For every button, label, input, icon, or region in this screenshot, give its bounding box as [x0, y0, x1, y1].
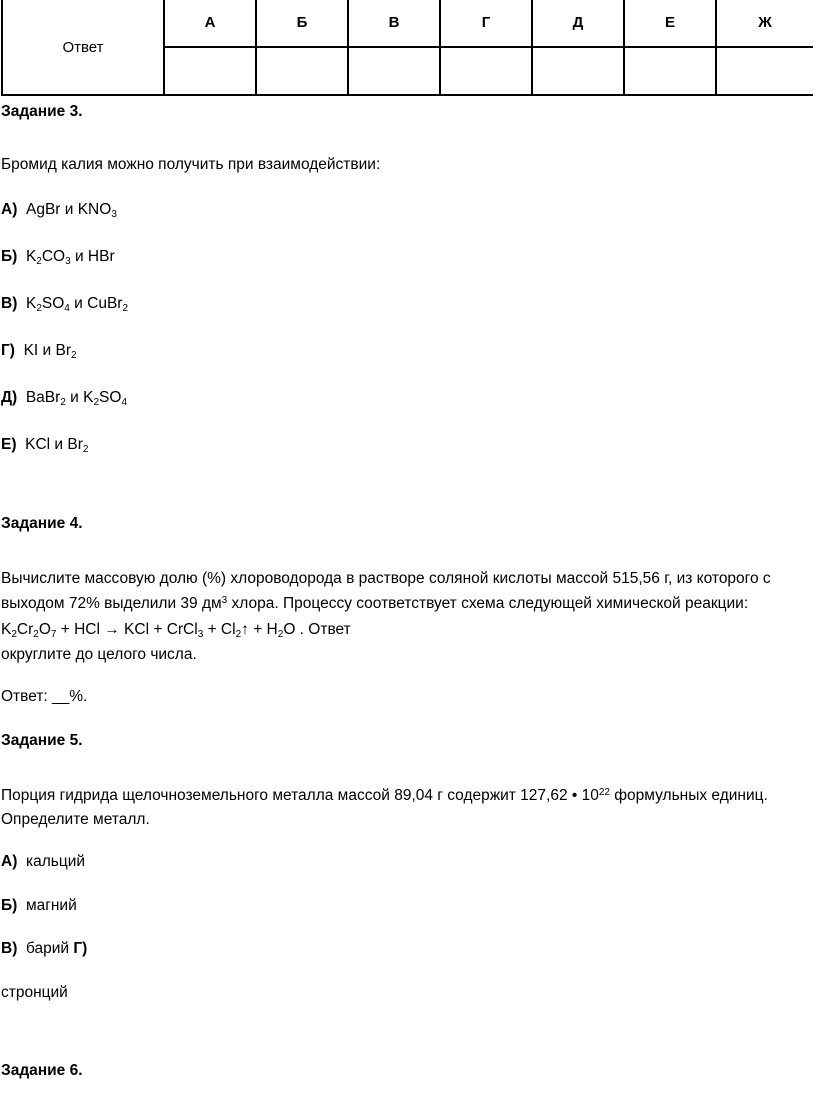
task6-title: Задание 6.: [1, 1062, 83, 1079]
task4-line2: выходом 72% выделили 39 $дм^3$ хлора. Процессу соответствует схема следующей химической реакции:: [1, 595, 749, 612]
task5-line2: Определите металл.: [1, 811, 150, 828]
task4-title: Задание 4.: [1, 515, 83, 532]
task4-equation: $K_2Cr_2O_7$ + HCl → KCl + CrCl$_3$ + $Cl_2↑ + H_2O$ . Ответ: [1, 621, 351, 640]
task4-answer: Ответ: __%.: [1, 688, 88, 705]
header-a: А: [164, 0, 256, 47]
header-zh: Ж: [716, 0, 813, 47]
task4-line4: округлите до целого числа.: [1, 646, 197, 663]
task4-line1: Вычислите массовую долю (%) хлороводорода в растворе соляной кислоты массой 515,56 г, из которого с: [1, 570, 771, 587]
header-g: Г: [440, 0, 532, 47]
task3-option-d: Д) BaBr$_2$ и $K_2SO_4$: [1, 389, 128, 408]
task3-option-v: В) $K_2SO_4$ и CuBr$_2$: [1, 295, 129, 314]
task3-title: Задание 3.: [1, 103, 83, 120]
answer-cell-a[interactable]: [164, 47, 256, 95]
task5-option-a: А) кальций: [1, 853, 86, 870]
task5-line1: Порция гидрида щелочноземельного металла массой 89,04 г содержит 127,62 • $10^{22}$ формульных единиц.: [1, 787, 768, 804]
task5-option-g: стронций: [1, 984, 68, 1001]
task5-title: Задание 5.: [1, 732, 83, 749]
task5-option-b: Б) магний: [1, 897, 77, 914]
answer-cell-b[interactable]: [256, 47, 348, 95]
answer-cell-zh[interactable]: [716, 47, 813, 95]
header-v: В: [348, 0, 440, 47]
task5-option-v: В) барий Г): [1, 940, 88, 957]
answer-table: [1, 0, 813, 96]
task3-option-a: А) AgBr и $KNO_3$: [1, 201, 117, 220]
answer-cell-g[interactable]: [440, 47, 532, 95]
task3-option-e: Е) KCl и $Br_2$: [1, 436, 89, 455]
task3-option-g: Г) KI и $Br_2$: [1, 342, 77, 361]
answer-cell-d[interactable]: [532, 47, 624, 95]
answer-label: Ответ: [2, 0, 164, 95]
task3-option-b: Б) $K_2CO_3$ и HBr: [1, 248, 115, 267]
header-b: Б: [256, 0, 348, 47]
answer-cell-v[interactable]: [348, 47, 440, 95]
header-e: Е: [624, 0, 716, 47]
answer-cell-e[interactable]: [624, 47, 716, 95]
task3-question: Бромид калия можно получить при взаимодействии:: [1, 156, 381, 173]
header-d: Д: [532, 0, 624, 47]
